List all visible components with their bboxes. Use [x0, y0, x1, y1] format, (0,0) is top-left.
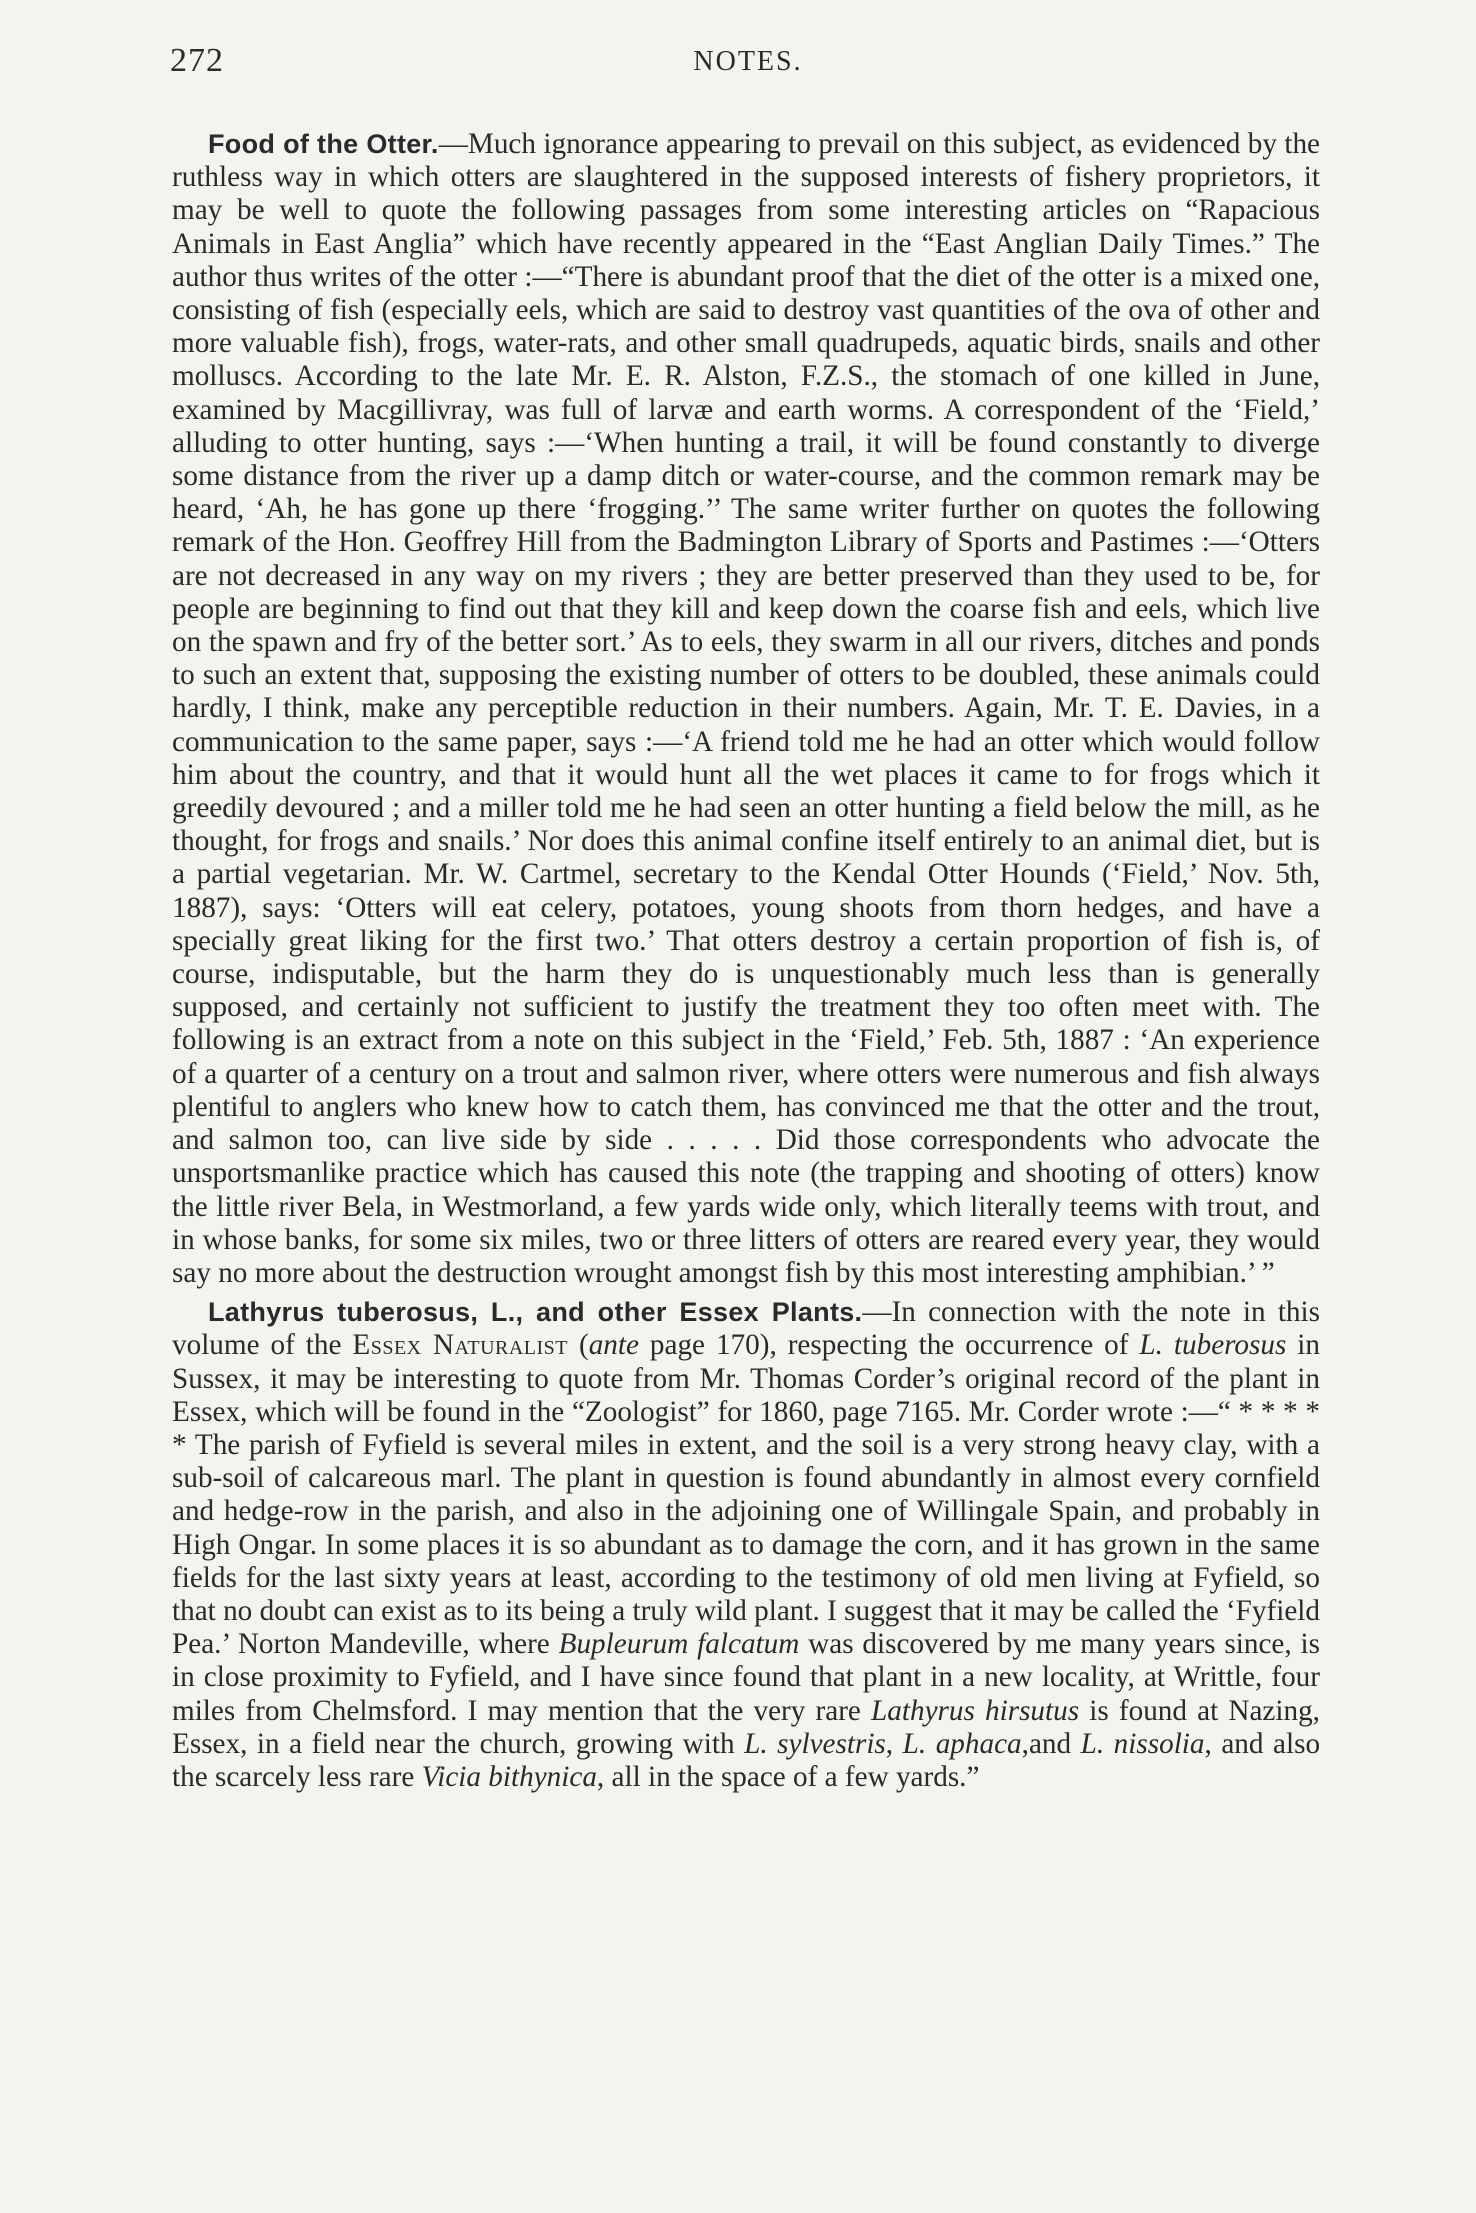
article-text: , and also the scarcely less rare — [172, 1727, 1321, 1793]
species-name: Bupleurum falcatum — [558, 1628, 800, 1661]
article-text: in Sussex, it may be interesting to quote from Mr. Thomas Corder’s original record of the plant in Essex, which will be found in the “Zoologist” for 1860, page 7165. Mr. Corder wrote :—“ * * * * * The parish of Fyfield is several miles in extent, and the soil is a very strong heavy clay, with a sub-soil of calcareous marl. The plant in question is found abundantly in almost every cornfield and hedge-row in the parish, and also in the adjoining one of Willingale Spain, and probably in High Ongar. In some places it is so abundant as to damage the corn, and it has grown in the same fields for the last sixty years at least, according to the testimony of old men living at Fyfield, so that no doubt can exist as to its being a truly wild plant. I suggest that it may be called the ‘Fyfield Pea.’ Norton Mandeville, where — [172, 1329, 1320, 1661]
article-text: —In connection with the note in this volume of the — [172, 1296, 1320, 1362]
article-text: is found at Nazing, Essex, in a field near the church, growing with — [172, 1694, 1320, 1760]
article-text: was discovered by me many years since, is in close proximity to Fyfield, and I have since found that plant in a new locality, at Writtle, four miles from Chelmsford. I may mention that the very rare — [172, 1628, 1320, 1727]
article-heading: Lathyrus tuberosus, L., and other Essex Plants. — [208, 1297, 863, 1328]
species-name: Vicia bithynica — [421, 1760, 597, 1793]
article-text: , all in the space of a few yards.” — [596, 1760, 980, 1793]
article-text: ,and — [1021, 1727, 1081, 1760]
body-text — [172, 128, 1320, 1794]
article-text: ( — [568, 1329, 589, 1362]
journal-title: Essex Naturalist — [352, 1329, 569, 1362]
article-otter — [172, 128, 1320, 1290]
italic-term: ante — [588, 1329, 639, 1362]
species-name: L. aphaca — [902, 1727, 1022, 1760]
page-number: 272 — [170, 42, 224, 79]
running-head: NOTES. — [693, 46, 803, 77]
species-name: Lathyrus hirsutus — [871, 1694, 1080, 1727]
article-text: , — [885, 1727, 903, 1760]
species-name: L. tuberosus — [1139, 1329, 1287, 1362]
species-name: L. sylvestris — [744, 1727, 886, 1760]
article-lathyrus — [172, 1296, 1320, 1794]
article-heading: Food of the Otter. — [208, 129, 439, 159]
article-text: page 170), respecting the occurrence of — [638, 1329, 1140, 1362]
article-text: —Much ignorance appearing to prevail on this subject, as evidenced by the ruthless way in which otters are slaughtered in the supposed interests of fishery proprietors, it may be well to quote the following passages from some interesting articles on “Rapacious Animals in East Anglia” which have recently appeared in the “East Anglian Daily Times.” The author thus writes of the otter :—“There is abundant proof that the diet of the otter is a mixed one, consisting of fish (especially eels, which are said to destroy vast quantities of the ova of other and more valuable fish), frogs, water-rats, and other small quadrupeds, aquatic birds, snails and other molluscs. According to the late Mr. E. R. Alston, F.Z.S., the stomach of one killed in June, examined by Macgillivray, was full of larvæ and earth worms. A correspondent of the ‘Field,’ alluding to otter hunting, says :—‘When hunting a trail, it will be found constantly to diverge some distance from the river up a damp ditch or water-course, and the common remark may be heard, ‘Ah, he has gone up there ‘frogging.’’ The same writer further on quotes the following remark of the Hon. Geoffrey Hill from the Badmington Library of Sports and Pastimes :—‘Otters are not decreased in any way on my rivers ; they are better preserved than they used to be, for people are beginning to find out that they kill and keep down the coarse fish and eels, which live on the spawn and fry of the better sort.’ As to eels, they swarm in all our rivers, ditches and ponds to such an extent that, supposing the existing number of otters to be doubled, these animals could hardly, I think, make any perceptible reduction in their numbers. Again, Mr. T. E. Davies, in a communication to the same paper, says :—‘A friend told me he had an otter which would follow him about the country, and that it would hunt all the wet places it came to for frogs which it greedily devoured ; and a miller told me he had seen an otter hunting a field below the mill, as he thought, for frogs and snails.’ Nor does this animal confine itself entirely to an animal diet, but is a partial vegetarian. Mr. W. Cartmel, secretary to the Kendal Otter Hounds (‘Field,’ Nov. 5th, 1887), says: ‘Otters will eat celery, potatoes, young shoots from thorn hedges, and have a specially great liking for the first two.’ That otters destroy a certain proportion of fish is, of course, indisputable, but the harm they do is unquestionably much less than is generally supposed, and certainly not sufficient to justify the treatment they too often meet with. The following is an extract from a note on this subject in the ‘Field,’ Feb. 5th, 1887 : ‘An experience of a quarter of a century on a trout and salmon river, where otters were numerous and fish always plentiful to anglers who knew how to catch them, has convinced me that the otter and the trout, and salmon too, can live side by side . . . . . Did those correspondents who advocate the unsportsmanlike practice which has caused this note (the trapping and shooting of otters) know the little river Bela, in Westmorland, a few yards wide only, which literally teems with trout, and in whose banks, for some six miles, two or three litters of otters are reared every year, they would say no more about the destruction wrought amongst fish by this most interesting amphibian.’ ” — [172, 128, 1320, 1289]
species-name: L. nissolia — [1080, 1727, 1205, 1760]
page-header — [170, 42, 1326, 92]
